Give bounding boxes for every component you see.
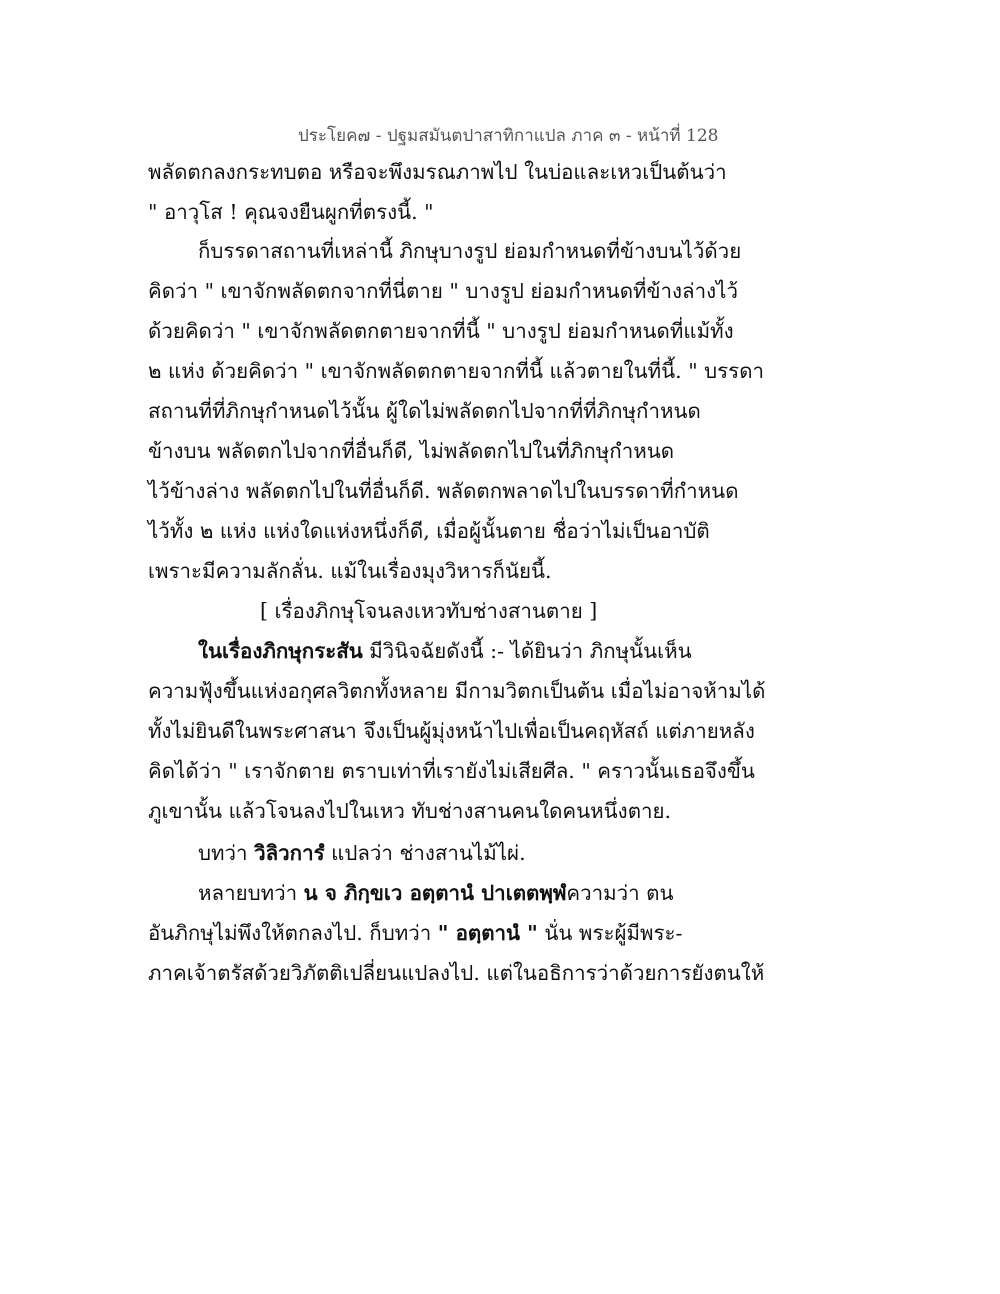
text-line: เพราะมีความลักลั่น. แม้ในเรื่องมุงวิหารก็นัยนี้. xyxy=(148,559,552,583)
paragraph-start xyxy=(198,878,778,908)
text-span: แปลว่า ช่างสานไม้ไผ่. xyxy=(324,841,526,865)
paragraph-start xyxy=(198,838,778,868)
text-span: บทว่า xyxy=(198,841,255,865)
text-line: คิดได้ว่า " เราจักตาย ตราบเท่าที่เรายังไม่เสียศีล. " คราวนั้นเธอจึงขึ้น xyxy=(148,759,755,783)
text-line: ไว้ทั้ง ๒ แห่ง แห่งใดแห่งหนึ่งก็ดี, เมื่อผู้นั้นตาย ชื่อว่าไม่เป็นอาบัติ xyxy=(148,519,710,543)
text-span: นั่น พระผู้มีพระ- xyxy=(537,921,683,945)
paragraph-start xyxy=(198,636,778,666)
text-line: ๒ แห่ง ด้วยคิดว่า " เขาจักพลัดตกตายจากที่นี้ แล้วตายในที่นี้. " บรรดา xyxy=(148,359,765,383)
page-header: ประโยค๗ - ปฐมสมันตปาสาทิกาแปล ภาค ๓ - หน้าที่ 128 xyxy=(298,126,719,146)
bold-term: " อตฺตานํ " xyxy=(437,921,538,945)
text-span: หลายบทว่า xyxy=(198,881,304,905)
text-line: ความฟุ้งขึ้นแห่งอกุศลวิตกทั้งหลาย มีกามวิตกเป็นต้น เมื่อไม่อาจห้ามได้ xyxy=(148,679,766,703)
text-span: อันภิกษุไม่พึงให้ตกลงไป. ก็บทว่า xyxy=(148,921,438,945)
text-line: ด้วยคิดว่า " เขาจักพลัดตกตายจากที่นี้ " บางรูป ย่อมกำหนดที่แม้ทั้ง xyxy=(148,319,734,343)
text-line: ภูเขานั้น แล้วโจนลงไปในเหว ทับช่างสานคนใดคนหนึ่งตาย. xyxy=(148,799,672,823)
text-line: สถานที่ที่ภิกษุกำหนดไว้นั้น ผู้ใดไม่พลัดตกไปจากที่ที่ภิกษุกำหนด xyxy=(148,399,701,423)
bold-term: วิลิวการํ xyxy=(254,841,325,865)
bold-term: ในเรื่องภิกษุกระสัน xyxy=(198,639,363,663)
paragraph-start: ก็บรรดาสถานที่เหล่านี้ ภิกษุบางรูป ย่อมกำหนดที่ข้างบนไว้ด้วย xyxy=(198,239,742,263)
bold-term: น จ ภิกฺขเว อตฺตานํ ปาเตตพฺพํ xyxy=(303,881,567,905)
text-line: ภาคเจ้าตรัสด้วยวิภัตติเปลี่ยนแปลงไป. แต่ในอธิการว่าด้วยการยังตนให้ xyxy=(148,961,765,985)
text-line: ข้างบน พลัดตกไปจากที่อื่นก็ดี, ไม่พลัดตกไปในที่ภิกษุกำหนด xyxy=(148,439,675,463)
text-span: ความว่า ตน xyxy=(566,881,674,905)
text-span: มีวินิจฉัยดังนี้ :- ได้ยินว่า ภิกษุนั้นเห็น xyxy=(362,639,692,663)
text-line: คิดว่า " เขาจักพลัดตกจากที่นี่ตาย " บางรูป ย่อมกำหนดที่ข้างล่างไว้ xyxy=(148,279,738,303)
section-heading: [ เรื่องภิกษุโจนลงเหวทับช่างสานตาย ] xyxy=(260,599,598,623)
text-line: ไว้ข้างล่าง พลัดตกไปในที่อื่นก็ดี. พลัดตกพลาดไปในบรรดาที่กำหนด xyxy=(148,479,739,503)
text-line: พลัดตกลงกระทบตอ หรือจะพึงมรณภาพไป ในบ่อและเหวเป็นต้นว่า xyxy=(148,160,727,184)
text-line: ทั้งไม่ยินดีในพระศาสนา จึงเป็นผู้มุ่งหน้าไปเพื่อเป็นคฤหัสถ์ แต่ภายหลัง xyxy=(148,719,755,743)
text-line: " อาวุโส ! คุณจงยืนผูกที่ตรงนี้. " xyxy=(148,200,434,224)
text-line xyxy=(148,918,728,948)
